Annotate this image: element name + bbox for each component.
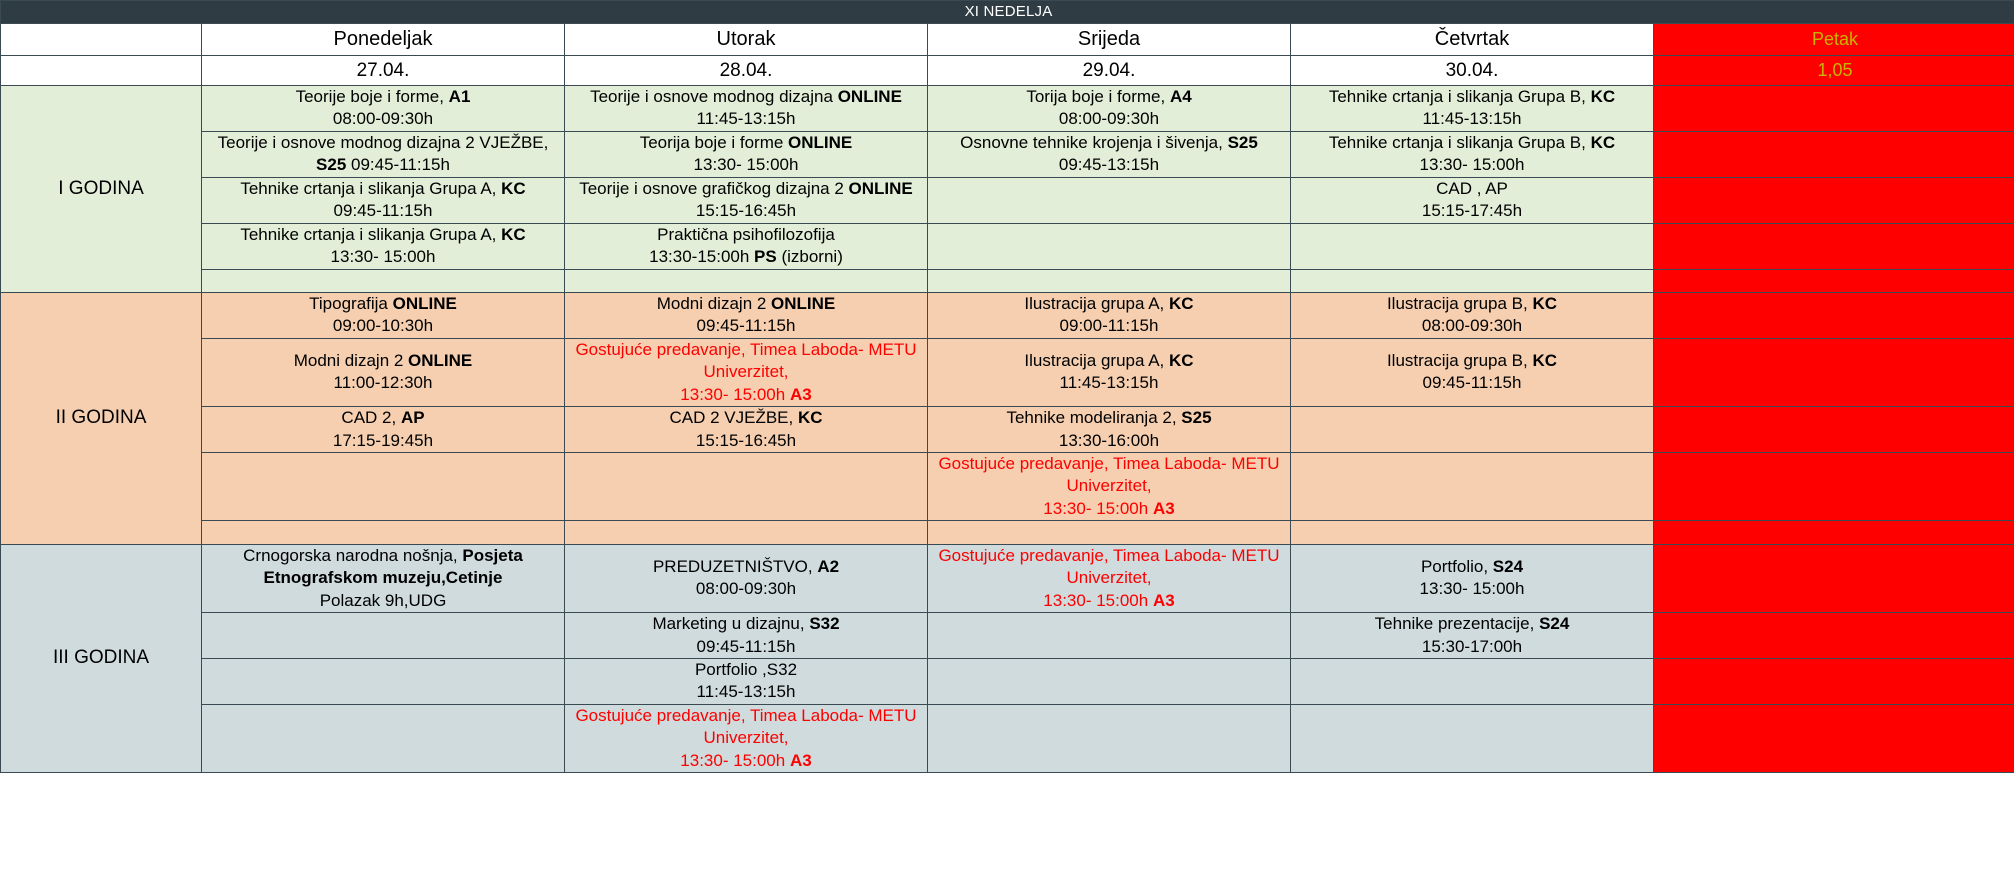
schedule-cell: Ilustracija grupa B, KC 08:00-09:30h	[1291, 292, 1654, 338]
schedule-cell	[928, 269, 1291, 292]
schedule-cell	[202, 453, 565, 521]
week-banner: XI NEDELJA	[1, 1, 2014, 24]
schedule-cell	[928, 177, 1291, 223]
schedule-cell	[1291, 658, 1654, 704]
date-header-row	[1, 56, 2014, 86]
schedule-cell: Portfolio, S24 13:30- 15:00h	[1291, 544, 1654, 612]
schedule-cell	[928, 223, 1291, 269]
schedule-cell: Ilustracija grupa A, KC 09:00-11:15h	[928, 292, 1291, 338]
date-srijeda: 29.04.	[928, 56, 1291, 86]
schedule-row	[1, 613, 2014, 659]
schedule-cell	[565, 521, 928, 544]
day-header-cetvrtak: Četvrtak	[1291, 24, 1654, 56]
schedule-row	[1, 223, 2014, 269]
friday-blocked-cell	[1654, 223, 2014, 269]
schedule-row	[1, 658, 2014, 704]
friday-blocked-cell	[1654, 292, 2014, 338]
friday-blocked-cell	[1654, 521, 2014, 544]
schedule-cell: Teorije i osnove grafičkog dizajna 2 ONLINE 15:15-16:45h	[565, 177, 928, 223]
friday-blocked-cell	[1654, 338, 2014, 406]
schedule-cell: Tehnike modeliranja 2, S25 13:30-16:00h	[928, 407, 1291, 453]
schedule-row	[1, 453, 2014, 521]
schedule-cell	[928, 658, 1291, 704]
schedule-row	[1, 177, 2014, 223]
schedule-row	[1, 269, 2014, 292]
friday-blocked-cell	[1654, 453, 2014, 521]
schedule-cell: Osnovne tehnike krojenja i šivenja, S25 09:45-13:15h	[928, 131, 1291, 177]
schedule-cell	[1291, 407, 1654, 453]
schedule-cell: Praktična psihofilozofija 13:30-15:00h PS (izborni)	[565, 223, 928, 269]
friday-blocked-cell	[1654, 177, 2014, 223]
schedule-cell: CAD , AP 15:15-17:45h	[1291, 177, 1654, 223]
schedule-cell: Tehnike crtanja i slikanja Grupa B, KC 11:45-13:15h	[1291, 86, 1654, 132]
schedule-row	[1, 131, 2014, 177]
schedule-cell	[1291, 453, 1654, 521]
schedule-cell: Crnogorska narodna nošnja, Posjeta Etnografskom muzeju,Cetinje Polazak 9h,UDG	[202, 544, 565, 612]
date-petak: 1,05	[1654, 56, 2014, 86]
schedule-cell: Teorije i osnove modnog dizajna ONLINE 11:45-13:15h	[565, 86, 928, 132]
friday-blocked-cell	[1654, 269, 2014, 292]
schedule-cell: Modni dizajn 2 ONLINE 11:00-12:30h	[202, 338, 565, 406]
friday-blocked-cell	[1654, 704, 2014, 772]
date-ponedeljak: 27.04.	[202, 56, 565, 86]
friday-blocked-cell	[1654, 544, 2014, 612]
schedule-cell	[202, 269, 565, 292]
year-label-2: II GODINA	[1, 292, 202, 544]
schedule-cell	[928, 613, 1291, 659]
year-label-1: I GODINA	[1, 86, 202, 293]
corner-cell-2	[1, 56, 202, 86]
schedule-cell	[928, 704, 1291, 772]
schedule-cell	[202, 658, 565, 704]
schedule-cell	[202, 704, 565, 772]
friday-blocked-cell	[1654, 658, 2014, 704]
schedule-cell	[565, 269, 928, 292]
schedule-cell	[202, 521, 565, 544]
day-header-utorak: Utorak	[565, 24, 928, 56]
schedule-cell: Gostujuće predavanje, Timea Laboda- METU Univerzitet, 13:30- 15:00h A3	[928, 544, 1291, 612]
schedule-cell: Tehnike crtanja i slikanja Grupa A, KC 09:45-11:15h	[202, 177, 565, 223]
schedule-cell: PREDUZETNIŠTVO, A2 08:00-09:30h	[565, 544, 928, 612]
friday-blocked-cell	[1654, 613, 2014, 659]
schedule-cell	[1291, 521, 1654, 544]
schedule-cell: Portfolio ,S32 11:45-13:15h	[565, 658, 928, 704]
schedule-cell	[928, 521, 1291, 544]
schedule-cell	[1291, 269, 1654, 292]
schedule-row	[1, 521, 2014, 544]
day-header-ponedeljak: Ponedeljak	[202, 24, 565, 56]
date-cetvrtak: 30.04.	[1291, 56, 1654, 86]
day-header-petak: Petak	[1654, 24, 2014, 56]
day-header-srijeda: Srijeda	[928, 24, 1291, 56]
schedule-row	[1, 704, 2014, 772]
schedule-cell: Tehnike crtanja i slikanja Grupa A, KC 13:30- 15:00h	[202, 223, 565, 269]
year-label-3: III GODINA	[1, 544, 202, 772]
schedule-cell	[1291, 704, 1654, 772]
friday-blocked-cell	[1654, 86, 2014, 132]
schedule-cell: Ilustracija grupa B, KC 09:45-11:15h	[1291, 338, 1654, 406]
schedule-cell	[565, 453, 928, 521]
schedule-row	[1, 292, 2014, 338]
schedule-cell: Teorije i osnove modnog dizajna 2 VJEŽBE, S25 09:45-11:15h	[202, 131, 565, 177]
schedule-cell: Gostujuće predavanje, Timea Laboda- METU Univerzitet, 13:30- 15:00h A3	[565, 338, 928, 406]
date-utorak: 28.04.	[565, 56, 928, 86]
banner-row	[1, 1, 2014, 24]
day-header-row	[1, 24, 2014, 56]
schedule-cell: Gostujuće predavanje, Timea Laboda- METU Univerzitet, 13:30- 15:00h A3	[565, 704, 928, 772]
schedule-cell: Teorije boje i forme, A1 08:00-09:30h	[202, 86, 565, 132]
schedule-cell: Ilustracija grupa A, KC 11:45-13:15h	[928, 338, 1291, 406]
schedule-cell	[1291, 223, 1654, 269]
schedule-cell: Tehnike prezentacije, S24 15:30-17:00h	[1291, 613, 1654, 659]
schedule-cell: Torija boje i forme, A4 08:00-09:30h	[928, 86, 1291, 132]
schedule-cell: Teorija boje i forme ONLINE 13:30- 15:00h	[565, 131, 928, 177]
schedule-row	[1, 407, 2014, 453]
schedule-cell: Modni dizajn 2 ONLINE 09:45-11:15h	[565, 292, 928, 338]
friday-blocked-cell	[1654, 131, 2014, 177]
friday-blocked-cell	[1654, 407, 2014, 453]
schedule-cell: Marketing u dizajnu, S32 09:45-11:15h	[565, 613, 928, 659]
schedule-cell: Gostujuće predavanje, Timea Laboda- METU Univerzitet, 13:30- 15:00h A3	[928, 453, 1291, 521]
schedule-row	[1, 86, 2014, 132]
schedule-row	[1, 338, 2014, 406]
schedule-cell: CAD 2, AP 17:15-19:45h	[202, 407, 565, 453]
schedule-row	[1, 544, 2014, 612]
schedule-cell: Tehnike crtanja i slikanja Grupa B, KC 13:30- 15:00h	[1291, 131, 1654, 177]
schedule-cell	[202, 613, 565, 659]
corner-cell	[1, 24, 202, 56]
schedule-cell: Tipografija ONLINE 09:00-10:30h	[202, 292, 565, 338]
schedule-cell: CAD 2 VJEŽBE, KC 15:15-16:45h	[565, 407, 928, 453]
